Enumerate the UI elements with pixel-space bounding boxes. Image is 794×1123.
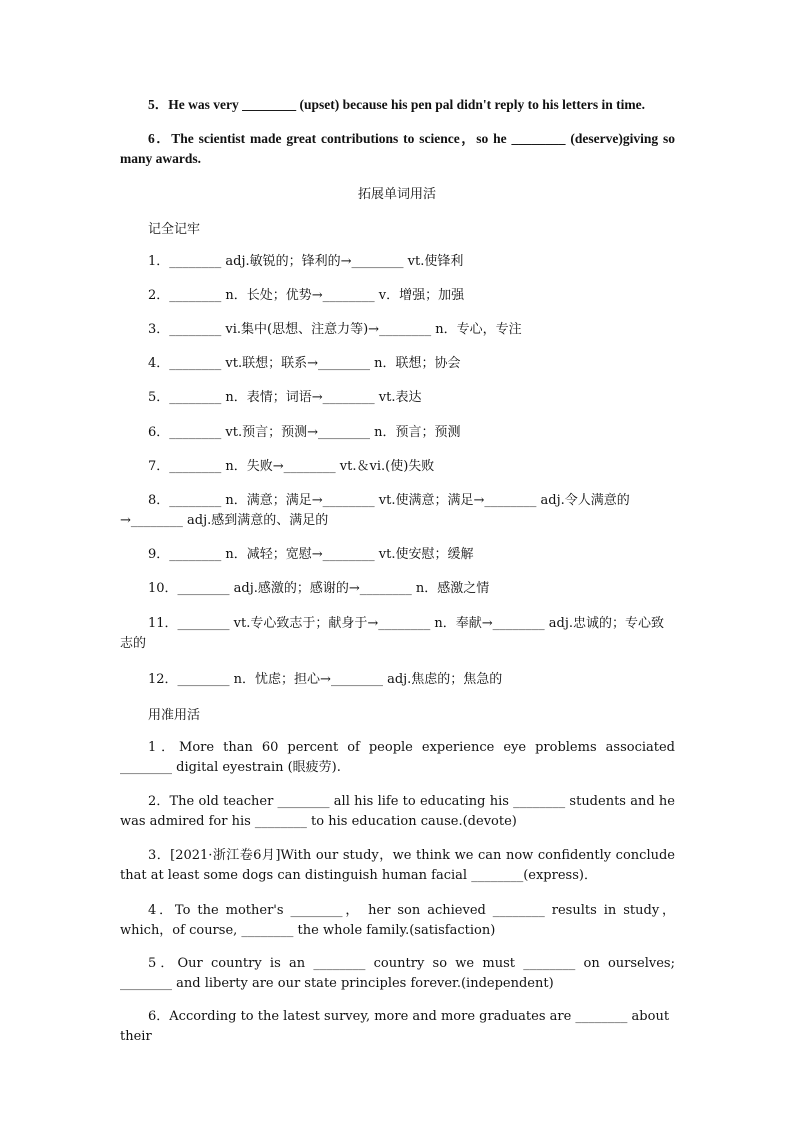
memory-item-7: 7．________ n．失败→________ vt.＆vi.(使)失败 [148, 459, 435, 474]
memory-heading: 记全记牢 [148, 222, 201, 237]
usage-item-5: 5．Our country is an ________ country so we must ________ on ourselves; ________ and liberty are our state principles forever.(independent) [120, 956, 675, 991]
memory-item-6: 6．________ vt.预言；预测→________ n．预言；预测 [148, 425, 461, 440]
usage-item-4: 4．To the mother's ________， her son achieved ________ results in study，which，of course, ________ the whole family.(satisfaction) [120, 903, 675, 938]
memory-item-2: 2．________ n．长处；优势→________ v．增强；加强 [148, 288, 465, 303]
section-title: 拓展单词用活 [357, 187, 436, 202]
usage-item-6: 6．According to the latest survey, more and more graduates are ________ about their [120, 1009, 670, 1044]
memory-item-10: 10．________ adj.感激的；感谢的→________ n．感激之情 [148, 581, 490, 596]
memory-item-11: 11．________ vt.专心致志于；献身于→________ n．奉献→________ adj.忠诚的；专心致志的 [120, 616, 665, 651]
exercise-sentence-5: 5．He was very ________ (upset) because his pen pal didn't reply to his letters in time. [148, 97, 645, 112]
memory-item-5: 5．________ n．表情；词语→________ vt.表达 [148, 390, 422, 405]
usage-item-3: 3．[2021·浙江卷6月]With our study，we think we can now confidently conclude that at least some dogs can distinguish human facial ________(express)． [120, 848, 675, 883]
usage-item-1: 1．More than 60 percent of people experience eye problems associated ________ digital eyestrain (眼疲劳). [120, 740, 675, 775]
memory-item-3: 3．________ vi.集中(思想、注意力等)→________ n．专心，专注 [148, 322, 522, 337]
exercise-sentence-6: 6．The scientist made great contributions to science，so he ________ (deserve)giving so many awards. [120, 131, 675, 166]
memory-item-4: 4．________ vt.联想；联系→________ n．联想；协会 [148, 356, 461, 371]
memory-item-9: 9．________ n．减轻；宽慰→________ vt.使安慰；缓解 [148, 547, 474, 562]
memory-item-1: 1．________ adj.敏锐的；锋利的→________ vt.使锋利 [148, 254, 464, 269]
usage-item-2: 2．The old teacher ________ all his life to educating his ________ students and he was admired for his ________ to his education cause.(devote) [120, 794, 675, 829]
memory-item-8: 8．________ n．满意；满足→________ vt.使满意；满足→________ adj.令人满意的→________ adj.感到满意的、满足的 [120, 493, 630, 528]
usage-heading: 用准用活 [148, 708, 201, 723]
memory-item-12: 12．________ n．忧虑；担心→________ adj.焦虑的；焦急的 [148, 672, 503, 687]
